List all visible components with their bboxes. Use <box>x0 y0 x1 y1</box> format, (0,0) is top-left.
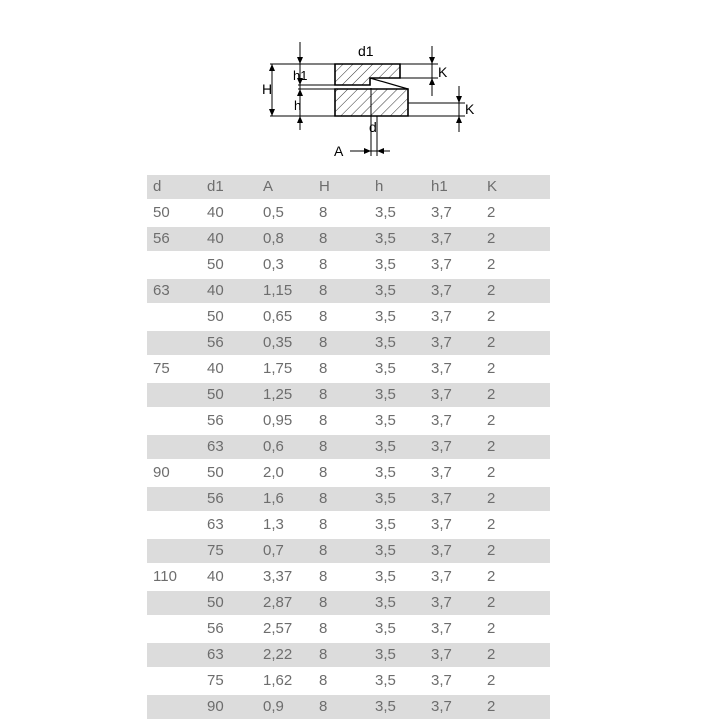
table-row <box>147 616 550 642</box>
cell-h1: 3,7 <box>425 304 481 330</box>
table-row <box>147 278 550 304</box>
cell-K: 2 <box>481 330 550 356</box>
cell-A: 2,0 <box>257 460 313 486</box>
cell-K: 2 <box>481 200 550 226</box>
cell-d <box>147 252 201 278</box>
cell-K: 2 <box>481 434 550 460</box>
header-h: h <box>369 175 425 200</box>
cell-h1: 3,7 <box>425 226 481 252</box>
header-K: K <box>481 175 550 200</box>
cell-H: 8 <box>313 434 369 460</box>
cell-h: 3,5 <box>369 304 425 330</box>
cell-A: 2,87 <box>257 590 313 616</box>
header-H: H <box>313 175 369 200</box>
cell-d <box>147 512 201 538</box>
cell-d: 75 <box>147 356 201 382</box>
cell-h1: 3,7 <box>425 252 481 278</box>
label-d: d <box>369 119 377 135</box>
cell-A: 0,35 <box>257 330 313 356</box>
cell-A: 3,37 <box>257 564 313 590</box>
cell-h: 3,5 <box>369 564 425 590</box>
table-row <box>147 668 550 694</box>
cell-d1: 40 <box>201 226 257 252</box>
cell-K: 2 <box>481 356 550 382</box>
cell-K: 2 <box>481 668 550 694</box>
cell-d <box>147 616 201 642</box>
table-row <box>147 330 550 356</box>
cell-d1: 50 <box>201 252 257 278</box>
cell-h1: 3,7 <box>425 642 481 668</box>
cell-H: 8 <box>313 460 369 486</box>
cell-h: 3,5 <box>369 616 425 642</box>
cell-H: 8 <box>313 408 369 434</box>
cell-K: 2 <box>481 226 550 252</box>
table-body <box>147 200 550 720</box>
cell-K: 2 <box>481 304 550 330</box>
cell-A: 0,6 <box>257 434 313 460</box>
cell-d: 63 <box>147 278 201 304</box>
cell-K: 2 <box>481 538 550 564</box>
dimension-diagram <box>260 38 490 163</box>
cell-K: 2 <box>481 278 550 304</box>
cell-h: 3,5 <box>369 486 425 512</box>
cell-h: 3,5 <box>369 590 425 616</box>
cell-d <box>147 538 201 564</box>
cell-K: 2 <box>481 382 550 408</box>
cell-K: 2 <box>481 460 550 486</box>
cell-h1: 3,7 <box>425 512 481 538</box>
label-d1: d1 <box>358 43 374 59</box>
cell-d <box>147 668 201 694</box>
cell-d: 50 <box>147 200 201 226</box>
cell-h1: 3,7 <box>425 460 481 486</box>
table-row <box>147 694 550 720</box>
cell-H: 8 <box>313 226 369 252</box>
cell-A: 1,3 <box>257 512 313 538</box>
cell-h: 3,5 <box>369 512 425 538</box>
table-row <box>147 538 550 564</box>
cell-A: 2,57 <box>257 616 313 642</box>
cell-d1: 40 <box>201 278 257 304</box>
header-h1: h1 <box>425 175 481 200</box>
cell-d1: 50 <box>201 460 257 486</box>
table-row <box>147 486 550 512</box>
cell-A: 1,62 <box>257 668 313 694</box>
cell-h1: 3,7 <box>425 330 481 356</box>
cell-h1: 3,7 <box>425 382 481 408</box>
label-K-right: K <box>465 101 475 117</box>
cell-h1: 3,7 <box>425 356 481 382</box>
cell-H: 8 <box>313 668 369 694</box>
cell-K: 2 <box>481 564 550 590</box>
cell-d: 110 <box>147 564 201 590</box>
cell-A: 0,9 <box>257 694 313 720</box>
cell-h: 3,5 <box>369 694 425 720</box>
table-row <box>147 252 550 278</box>
cell-A: 0,7 <box>257 538 313 564</box>
table-row <box>147 408 550 434</box>
cell-d: 56 <box>147 226 201 252</box>
cell-K: 2 <box>481 694 550 720</box>
cell-H: 8 <box>313 642 369 668</box>
header-d1: d1 <box>201 175 257 200</box>
cell-H: 8 <box>313 538 369 564</box>
cell-h1: 3,7 <box>425 668 481 694</box>
profile-upper <box>335 64 400 85</box>
cell-h: 3,5 <box>369 460 425 486</box>
cell-d1: 50 <box>201 382 257 408</box>
cell-h1: 3,7 <box>425 408 481 434</box>
cell-d1: 40 <box>201 200 257 226</box>
cell-h: 3,5 <box>369 408 425 434</box>
table-row <box>147 642 550 668</box>
cell-d: 90 <box>147 460 201 486</box>
label-A: A <box>334 143 344 159</box>
cell-h1: 3,7 <box>425 616 481 642</box>
label-h: h <box>294 98 302 113</box>
cell-d1: 56 <box>201 330 257 356</box>
cell-d1: 56 <box>201 408 257 434</box>
header-A: A <box>257 175 313 200</box>
table-header-row <box>147 175 550 200</box>
cell-H: 8 <box>313 512 369 538</box>
cell-H: 8 <box>313 278 369 304</box>
cell-K: 2 <box>481 590 550 616</box>
cell-K: 2 <box>481 486 550 512</box>
cell-h1: 3,7 <box>425 278 481 304</box>
cell-d1: 63 <box>201 642 257 668</box>
table-row <box>147 590 550 616</box>
header-d: d <box>147 175 201 200</box>
cell-h: 3,5 <box>369 226 425 252</box>
cell-A: 1,25 <box>257 382 313 408</box>
cell-d <box>147 642 201 668</box>
cell-H: 8 <box>313 330 369 356</box>
cell-K: 2 <box>481 252 550 278</box>
cell-d <box>147 304 201 330</box>
cell-A: 1,15 <box>257 278 313 304</box>
cell-h: 3,5 <box>369 642 425 668</box>
cell-A: 2,22 <box>257 642 313 668</box>
cell-h1: 3,7 <box>425 434 481 460</box>
cell-h: 3,5 <box>369 668 425 694</box>
table-row <box>147 382 550 408</box>
cell-d <box>147 590 201 616</box>
cell-d1: 56 <box>201 616 257 642</box>
table-row <box>147 564 550 590</box>
cell-K: 2 <box>481 512 550 538</box>
cell-A: 1,6 <box>257 486 313 512</box>
cell-H: 8 <box>313 616 369 642</box>
cell-d1: 75 <box>201 668 257 694</box>
cell-d1: 50 <box>201 304 257 330</box>
cell-h: 3,5 <box>369 382 425 408</box>
cell-h1: 3,7 <box>425 200 481 226</box>
cell-H: 8 <box>313 304 369 330</box>
cell-h1: 3,7 <box>425 694 481 720</box>
table-row <box>147 356 550 382</box>
table-row <box>147 304 550 330</box>
cell-H: 8 <box>313 564 369 590</box>
label-h1: h1 <box>293 68 308 83</box>
cell-d <box>147 694 201 720</box>
table-row <box>147 200 550 226</box>
cell-A: 0,95 <box>257 408 313 434</box>
cell-K: 2 <box>481 642 550 668</box>
cell-H: 8 <box>313 252 369 278</box>
cell-d1: 63 <box>201 512 257 538</box>
cell-A: 0,65 <box>257 304 313 330</box>
table-row <box>147 434 550 460</box>
dimension-drawing <box>260 38 490 163</box>
cell-d <box>147 486 201 512</box>
cell-h: 3,5 <box>369 356 425 382</box>
cell-h: 3,5 <box>369 252 425 278</box>
cell-H: 8 <box>313 590 369 616</box>
table-row <box>147 512 550 538</box>
cell-H: 8 <box>313 200 369 226</box>
cell-h1: 3,7 <box>425 564 481 590</box>
cell-d1: 90 <box>201 694 257 720</box>
cell-h1: 3,7 <box>425 538 481 564</box>
cell-d1: 40 <box>201 356 257 382</box>
cell-d1: 50 <box>201 590 257 616</box>
dimension-table <box>147 175 550 720</box>
table-row <box>147 226 550 252</box>
cell-h: 3,5 <box>369 538 425 564</box>
cell-h1: 3,7 <box>425 590 481 616</box>
cell-d1: 40 <box>201 564 257 590</box>
cell-d <box>147 330 201 356</box>
cell-h: 3,5 <box>369 200 425 226</box>
cell-A: 1,75 <box>257 356 313 382</box>
cell-H: 8 <box>313 382 369 408</box>
cell-h: 3,5 <box>369 434 425 460</box>
cell-d <box>147 434 201 460</box>
label-K-top: K <box>438 64 448 80</box>
cell-d <box>147 408 201 434</box>
cell-A: 0,3 <box>257 252 313 278</box>
cell-A: 0,5 <box>257 200 313 226</box>
cell-K: 2 <box>481 616 550 642</box>
cell-d1: 56 <box>201 486 257 512</box>
cell-H: 8 <box>313 694 369 720</box>
cell-H: 8 <box>313 486 369 512</box>
cell-h: 3,5 <box>369 278 425 304</box>
cell-A: 0,8 <box>257 226 313 252</box>
cell-K: 2 <box>481 408 550 434</box>
cell-h: 3,5 <box>369 330 425 356</box>
label-H: H <box>262 81 273 97</box>
cell-d1: 75 <box>201 538 257 564</box>
cell-d <box>147 382 201 408</box>
table-row <box>147 460 550 486</box>
cell-h1: 3,7 <box>425 486 481 512</box>
cell-H: 8 <box>313 356 369 382</box>
cell-d1: 63 <box>201 434 257 460</box>
